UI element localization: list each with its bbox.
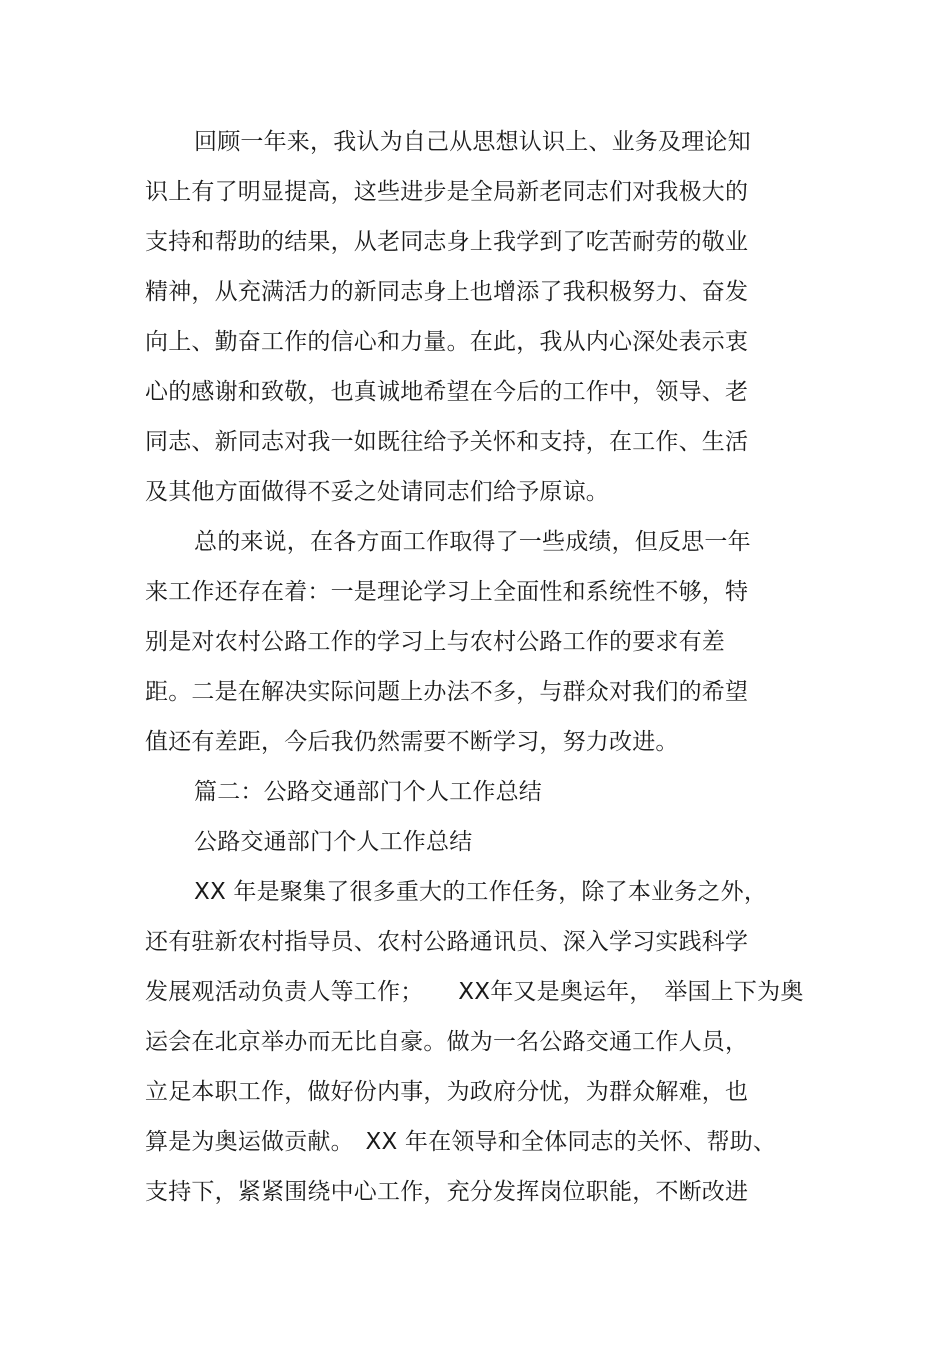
paragraph-line: 同志、新同志对我一如既往给予关怀和支持，在工作、生活: [145, 429, 749, 455]
paragraph-line: 支持和帮助的结果，从老同志身上我学到了吃苦耐劳的敬业: [145, 229, 749, 255]
paragraph-line: 发展观活动负责人等工作； XX年又是奥运年， 举国上下为奥: [145, 979, 804, 1005]
paragraph-line: 距。二是在解决实际问题上办法不多，与群众对我们的希望: [145, 679, 749, 705]
paragraph-line: 算是为奥运做贡献。 XX 年在领导和全体同志的关怀、帮助、: [145, 1129, 777, 1155]
paragraph-line: 及其他方面做得不妥之处请同志们给予原谅。: [145, 479, 609, 505]
paragraph-line: 心的感谢和致敬，也真诚地希望在今后的工作中，领导、老: [145, 379, 749, 405]
paragraph-line: 立足本职工作，做好份内事，为政府分忧，为群众解难，也: [145, 1079, 749, 1105]
paragraph-line: 精神，从充满活力的新同志身上也增添了我积极努力、奋发: [145, 279, 749, 305]
paragraph-line: 别是对农村公路工作的学习上与农村公路工作的要求有差: [145, 629, 725, 655]
paragraph-line: 还有驻新农村指导员、农村公路通讯员、深入学习实践科学: [145, 929, 749, 955]
paragraph-line: 支持下，紧紧围绕中心工作，充分发挥岗位职能，不断改进: [145, 1179, 749, 1205]
paragraph-line: 识上有了明显提高，这些进步是全局新老同志们对我极大的: [145, 179, 749, 205]
section-heading: 篇二：公路交通部门个人工作总结: [194, 779, 542, 805]
paragraph-line: 运会在北京举办而无比自豪。做为一名公路交通工作人员，: [145, 1029, 749, 1055]
document-title: 公路交通部门个人工作总结: [194, 829, 473, 855]
paragraph-line: 来工作还存在着：一是理论学习上全面性和系统性不够，特: [145, 579, 749, 605]
paragraph-line: 总的来说，在各方面工作取得了一些成绩，但反思一年: [194, 529, 751, 555]
paragraph-line: 值还有差距，今后我仍然需要不断学习，努力改进。: [145, 729, 679, 755]
paragraph-line: 向上、勤奋工作的信心和力量。在此，我从内心深处表示衷: [145, 329, 749, 355]
paragraph-line: XX 年是聚集了很多重大的工作任务，除了本业务之外，: [194, 879, 768, 905]
paragraph-line: 回顾一年来，我认为自己从思想认识上、业务及理论知: [194, 129, 751, 155]
